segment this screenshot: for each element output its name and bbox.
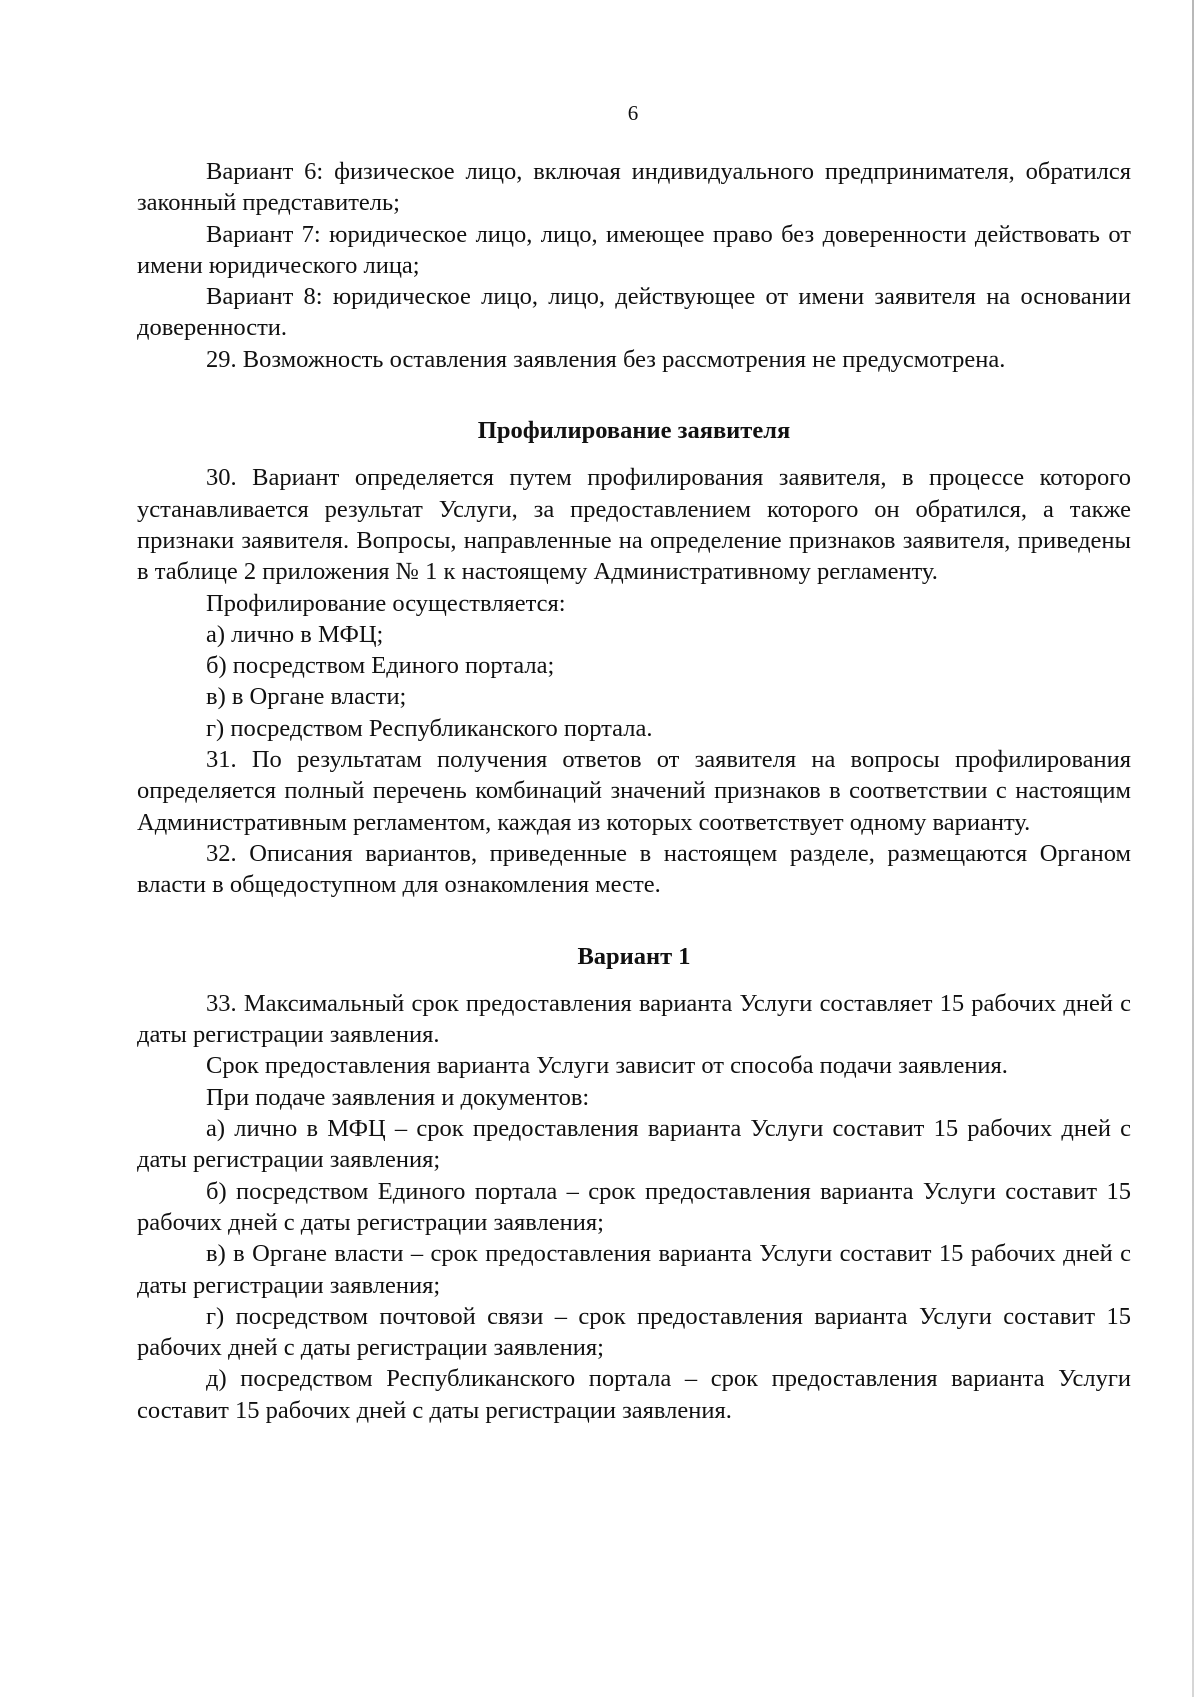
list-item-v: в) в Органе власти; [206, 683, 407, 711]
paragraph-31: 31. По результатам получения ответов от заявителя на вопросы профилирования определяется полный перечень комбинаций значений признаков в соответствии с настоящим Административным регламентом, каждая из которых соответствует одному варианту. [137, 746, 1131, 836]
list-item-g: г) посредством Республиканского портала. [206, 714, 653, 742]
spacer [137, 972, 1131, 988]
list-item-b: б) посредством Единого портала; [206, 652, 555, 680]
spacer [137, 901, 1131, 941]
paragraph-term-depends: Срок предоставления варианта Услуги зависит от способа подачи заявления. [206, 1052, 1008, 1080]
paragraph-variant-6: Вариант 6: физическое лицо, включая индивидуального предпринимателя, обратился законный представитель; [137, 158, 1131, 217]
spacer [137, 446, 1131, 462]
list-item-a: а) лично в МФЦ; [206, 620, 384, 648]
paragraph-30: 30. Вариант определяется путем профилирования заявителя, в процессе которого устанавливается результат Услуги, за предоставлением которого он обратился, а также признаки заявителя. Вопросы, направленные на определение признаков заявителя, приведены в таблице 2 приложения № 1 к настоящему Административному регламенту. [137, 464, 1131, 586]
paragraph-variant-8: Вариант 8: юридическое лицо, лицо, действующее от имени заявителя на основании доверенности. [137, 283, 1131, 342]
section-heading-profiling: Профилирование заявителя [477, 417, 791, 445]
spacer [137, 375, 1131, 415]
term-item-d: д) посредством Республиканского портала – срок предоставления варианта Услуги составит 15 рабочих дней с даты регистрации заявления. [137, 1365, 1131, 1424]
document-body [137, 156, 1131, 1426]
paragraph-33: 33. Максимальный срок предоставления варианта Услуги составляет 15 рабочих дней с даты регистрации заявления. [137, 989, 1131, 1049]
page-number: 6 [627, 101, 639, 125]
scan-edge-line [1192, 0, 1194, 1697]
paragraph-variant-7: Вариант 7: юридическое лицо, лицо, имеющее право без доверенности действовать от имени юридического лица; [137, 220, 1131, 279]
section-heading-variant-1: Вариант 1 [577, 942, 691, 970]
term-item-g: г) посредством почтовой связи – срок предоставления варианта Услуги составит 15 рабочих дней с даты регистрации заявления; [137, 1302, 1131, 1362]
paragraph-submission-intro: При подаче заявления и документов: [206, 1083, 590, 1111]
term-item-v: в) в Органе власти – срок предоставления варианта Услуги составит 15 рабочих дней с даты регистрации заявления; [137, 1240, 1131, 1299]
paragraph-profiling-intro: Профилирование осуществляется: [206, 589, 566, 617]
paragraph-29: 29. Возможность оставления заявления без рассмотрения не предусмотрена. [206, 345, 1006, 373]
paragraph-32: 32. Описания вариантов, приведенные в настоящем разделе, размещаются Органом власти в общедоступном для ознакомления месте. [137, 839, 1131, 899]
term-item-b: б) посредством Единого портала – срок предоставления варианта Услуги составит 15 рабочих дней с даты регистрации заявления; [137, 1177, 1131, 1236]
term-item-a: а) лично в МФЦ – срок предоставления варианта Услуги составит 15 рабочих дней с даты регистрации заявления; [137, 1115, 1131, 1174]
